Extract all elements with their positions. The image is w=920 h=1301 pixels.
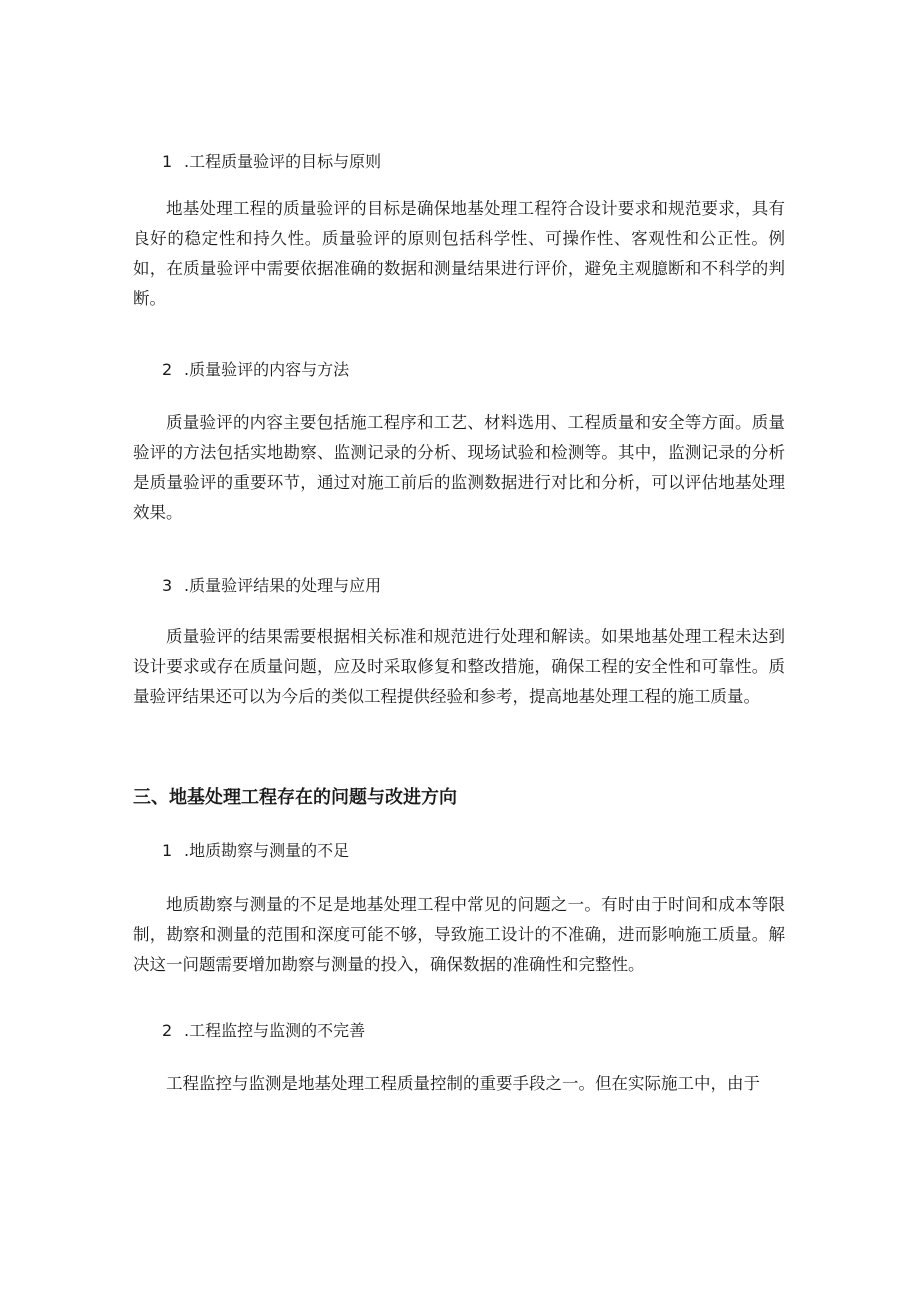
section-heading — [162, 360, 349, 380]
section-number: 1 — [162, 152, 173, 171]
section-heading — [162, 576, 381, 596]
chapter-title: 三、地基处理工程存在的问题与改进方向 — [133, 787, 457, 808]
section-title: .工程质量验评的目标与原则 — [184, 152, 382, 171]
paragraph: 地基处理工程的质量验评的目标是确保地基处理工程符合设计要求和规范要求，具有良好的稳定性和持久性。质量验评的原则包括科学性、可操作性、客观性和公正性。例如，在质量验评中需要依据准确的数据和测量结果进行评价，避免主观臆断和不科学的判断。 — [133, 199, 785, 308]
section-title: .质量验评结果的处理与应用 — [184, 576, 382, 595]
section-title: .质量验评的内容与方法 — [184, 360, 350, 379]
section-heading — [162, 152, 381, 172]
section-number: 1 — [162, 841, 173, 860]
section-heading — [162, 1021, 365, 1041]
section-heading — [162, 841, 349, 861]
section-number: 3 — [162, 576, 173, 595]
paragraph: 地质勘察与测量的不足是地基处理工程中常见的问题之一。有时由于时间和成本等限制，勘察和测量的范围和深度可能不够，导致施工设计的不准确，进而影响施工质量。解决这一问题需要增加勘察与测量的投入，确保数据的准确性和完整性。 — [133, 895, 785, 974]
paragraph: 质量验评的结果需要根据相关标准和规范进行处理和解读。如果地基处理工程未达到设计要求或存在质量问题，应及时采取修复和整改措施，确保工程的安全性和可靠性。质量验评结果还可以为今后的类似工程提供经验和参考，提高地基处理工程的施工质量。 — [133, 627, 785, 706]
section-number: 2 — [162, 360, 173, 379]
section-title: .地质勘察与测量的不足 — [184, 841, 350, 860]
section-title: .工程监控与监测的不完善 — [184, 1021, 366, 1040]
section-number: 2 — [162, 1021, 173, 1040]
paragraph: 质量验评的内容主要包括施工程序和工艺、材料选用、工程质量和安全等方面。质量验评的方法包括实地勘察、监测记录的分析、现场试验和检测等。其中，监测记录的分析是质量验评的重要环节，通过对施工前后的监测数据进行对比和分析，可以评估地基处理效果。 — [133, 413, 785, 522]
paragraph: 工程监控与监测是地基处理工程质量控制的重要手段之一。但在实际施工中，由于 — [166, 1074, 760, 1093]
